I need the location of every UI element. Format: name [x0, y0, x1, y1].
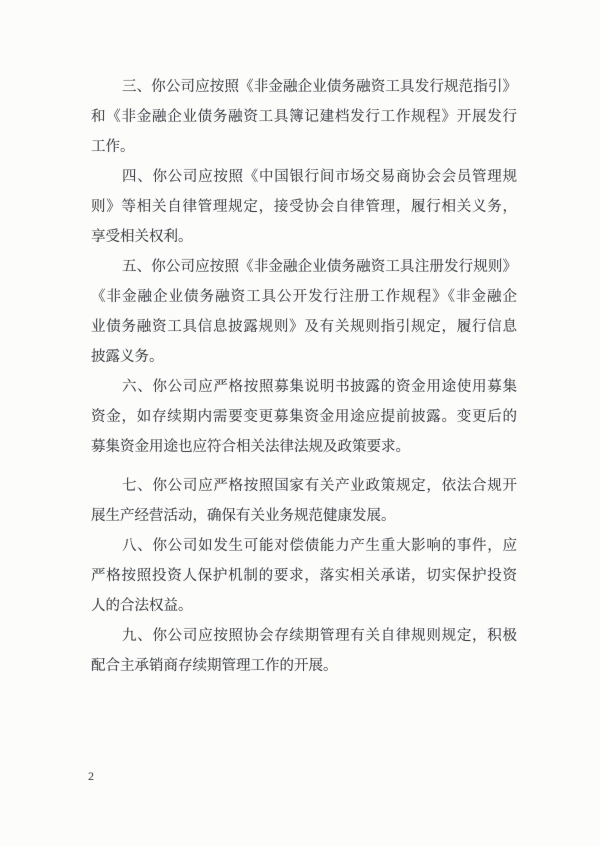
text-line: 《非金融企业债务融资工具公开发行注册工作规程》《非金融企	[91, 289, 517, 305]
paragraph-3	[91, 72, 517, 162]
text-line: 配合主承销商存续期管理工作的开展。	[91, 658, 338, 674]
text-line: 严格按照投资人保护机制的要求，落实相关承诺，切实保护投资	[91, 568, 517, 584]
text-line: 七、你公司应严格按照国家有关产业政策规定，依法合规开	[122, 478, 517, 494]
paragraph-7	[91, 471, 517, 531]
text-line: 人的合法权益。	[91, 598, 193, 614]
page-number: 2	[88, 769, 94, 783]
text-line: 六、你公司应严格按照募集说明书披露的资金用途使用募集	[122, 379, 517, 395]
text-line: 享受相关权利。	[91, 229, 193, 245]
document-body	[91, 72, 517, 681]
text-line: 资金，如存续期内需要变更募集资金用途应提前披露。变更后的	[91, 409, 517, 425]
text-line: 三、你公司应按照《非金融企业债务融资工具发行规范指引》	[122, 79, 517, 95]
paragraph-5	[91, 252, 517, 372]
text-line: 披露义务。	[91, 349, 164, 365]
text-line: 则》等相关自律管理规定，接受协会自律管理，履行相关义务，	[91, 199, 517, 215]
paragraph-9	[91, 621, 517, 681]
text-line: 工作。	[91, 139, 135, 155]
text-line: 八、你公司如发生可能对偿债能力产生重大影响的事件，应	[122, 538, 517, 554]
paragraph-8	[91, 531, 517, 621]
paragraph-4	[91, 162, 517, 252]
text-line: 业债务融资工具信息披露规则》及有关规则指引规定，履行信息	[91, 319, 517, 335]
text-line: 募集资金用途也应符合相关法律法规及政策要求。	[91, 439, 410, 455]
text-line: 五、你公司应按照《非金融企业债务融资工具注册发行规则》	[122, 259, 517, 275]
paragraph-6	[91, 372, 517, 462]
text-line: 展生产经营活动，确保有关业务规范健康发展。	[91, 508, 396, 524]
text-line: 四、你公司应按照《中国银行间市场交易商协会会员管理规	[122, 169, 517, 185]
text-line: 九、你公司应按照协会存续期管理有关自律规则规定，积极	[122, 628, 517, 644]
text-line: 和《非金融企业债务融资工具簿记建档发行工作规程》开展发行	[91, 109, 517, 125]
